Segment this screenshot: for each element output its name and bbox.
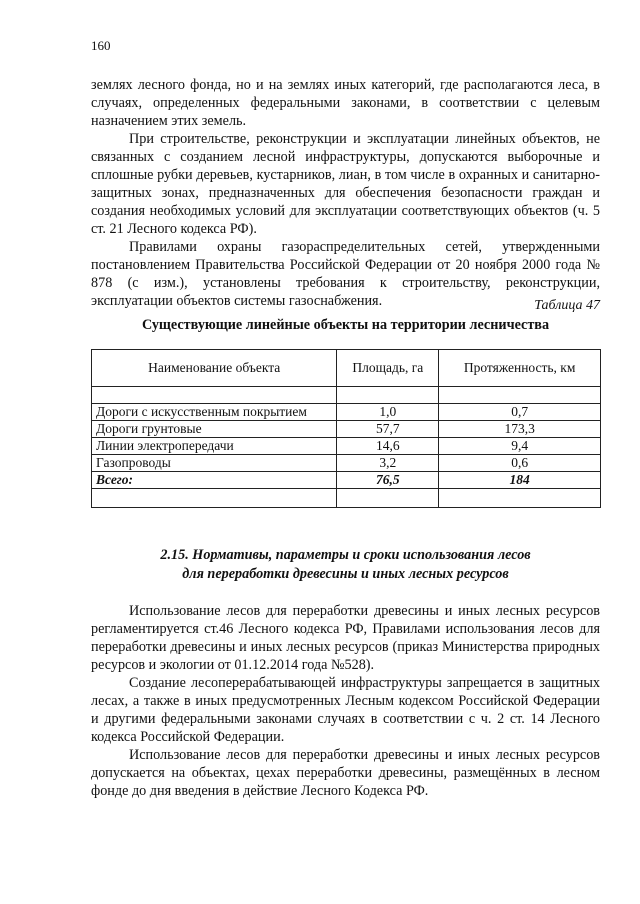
intro-text-block bbox=[91, 76, 600, 310]
table-row bbox=[92, 455, 601, 472]
cell-area: 3,2 bbox=[337, 455, 439, 472]
cell-area: 14,6 bbox=[337, 438, 439, 455]
paragraph-allowed-objects: Использование лесов для переработки древесины и иных лесных ресурсов допускается на объектах, цехах переработки древесины, размещённых в лесном фонде до дня введения в действие Лесного Кодекса РФ. bbox=[91, 747, 600, 799]
table-row bbox=[92, 421, 601, 438]
total-area: 76,5 bbox=[337, 472, 439, 489]
cell-name: Линии электропередачи bbox=[92, 438, 337, 455]
paragraph-gas-rules: Правилами охраны газораспределительных сетей, утвержденными постановлением Правительства Российской Федерации от 20 ноября 2000 года № 878 (с изм.), установлены требования к строительству, реконструкции, эксплуатации объектов системы газоснабжения. bbox=[91, 239, 600, 309]
paragraph-infrastructure-ban: Создание лесоперерабатывающей инфраструктуры запрещается в защитных лесах, а также в иных предусмотренных Лесным кодексом Российской Федерации и другими федеральными законами случаях в соответствии с ч. 2 ст. 14 Лесного кодекса Российской Федерации. bbox=[91, 675, 600, 745]
header-length: Протяженность, км bbox=[439, 350, 601, 387]
cell-area: 57,7 bbox=[337, 421, 439, 438]
table-header-row bbox=[92, 350, 601, 387]
table-total-row bbox=[92, 472, 601, 489]
linear-objects-table bbox=[91, 349, 601, 508]
cell-area: 1,0 bbox=[337, 404, 439, 421]
paragraph-continuation: землях лесного фонда, но и на землях иных категорий, где располагаются леса, в случаях, определенных федеральными законами, в соответствии с целевым назначением этих земель. bbox=[91, 77, 600, 129]
cell-name: Дороги с искусственным покрытием bbox=[92, 404, 337, 421]
table-row bbox=[92, 438, 601, 455]
paragraph-linear-objects: При строительстве, реконструкции и эксплуатации линейных объектов, не связанных с созданием лесной инфраструктуры, допускаются выборочные и сплошные рубки деревьев, кустарников, лиан, в том числе в охранных и санитарно-защитных зонах, предназначенных для обеспечения безопасности граждан и создания необходимых условий для эксплуатации соответствующих объектов (ч. 5 ст. 21 Лесного кодекса РФ). bbox=[91, 131, 600, 237]
cell-length: 0,6 bbox=[439, 455, 601, 472]
section-text-block bbox=[91, 602, 600, 800]
table-caption: Таблица 47 bbox=[534, 298, 600, 313]
cell-length: 173,3 bbox=[439, 421, 601, 438]
section-heading bbox=[91, 546, 600, 584]
table-spacer-row bbox=[92, 387, 601, 404]
total-label: Всего: bbox=[92, 472, 337, 489]
table-spacer-row bbox=[92, 489, 601, 508]
section-heading-line: для переработки древесины и иных лесных ресурсов bbox=[182, 566, 509, 582]
page-number: 160 bbox=[91, 38, 111, 53]
total-length: 184 bbox=[439, 472, 601, 489]
header-name: Наименование объекта bbox=[92, 350, 337, 387]
cell-name: Газопроводы bbox=[92, 455, 337, 472]
cell-length: 9,4 bbox=[439, 438, 601, 455]
section-heading-line: 2.15. Нормативы, параметры и сроки использования лесов bbox=[160, 547, 531, 563]
paragraph-regulation: Использование лесов для переработки древесины и иных лесных ресурсов регламентируется ст.46 Лесного кодекса РФ, Правилами использования лесов для переработки древесины и иных лесных ресурсов (приказ Министерства природных ресурсов и экологии от 01.12.2014 года №528). bbox=[91, 603, 600, 673]
cell-name: Дороги грунтовые bbox=[92, 421, 337, 438]
table-title: Существующие линейные объекты на территории лесничества bbox=[141, 317, 550, 333]
header-area: Площадь, га bbox=[337, 350, 439, 387]
table-row bbox=[92, 404, 601, 421]
cell-length: 0,7 bbox=[439, 404, 601, 421]
